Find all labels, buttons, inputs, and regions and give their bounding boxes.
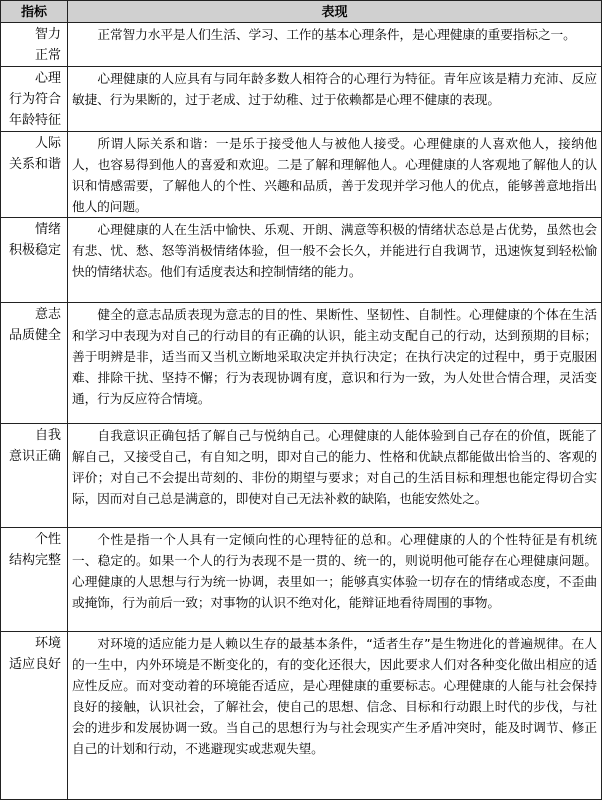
indicator-label: 适应良好 — [8, 657, 61, 672]
description-cell: 心理健康的人在生活中愉快、乐观、开朗、满意等积极的情绪状态总是占优势，虽然也会有悲、忧、愁、怒等消极情绪体验，但一般不会长久，并能进行自我调节，迅速恢复到轻松愉快的情绪状态。他们有适度表达和控制情绪的能力。 — [68, 218, 602, 303]
indicator-label: 关系和谐 — [8, 157, 61, 172]
header-indicator: 指标 — [1, 1, 68, 23]
indicator-label: 意志 — [34, 307, 61, 322]
table-row — [1, 132, 602, 218]
indicator-label: 积极稳定 — [8, 243, 61, 258]
table-row — [1, 67, 602, 132]
indicator-cell — [1, 303, 68, 424]
table-row — [1, 528, 602, 632]
indicator-cell — [1, 132, 68, 218]
indicator-cell — [1, 528, 68, 632]
indicator-label: 意识正确 — [8, 449, 61, 464]
table-row — [1, 632, 602, 800]
table-row — [1, 23, 602, 67]
description-cell: 自我意识正确包括了解自己与悦纳自己。心理健康的人能体验到自己存在的价值，既能了解自己，又接受自己，有自知之明，即对自己的能力、性格和优缺点都能做出恰当的、客观的评价；对自己不会提出苛刻的、非份的期望与要求；对自己的生活目标和理想也能定得切合实际，因而对自己总是满意的，即使对自己无法补救的缺陷，也能安然处之。 — [68, 424, 602, 528]
indicator-label: 年龄特征 — [8, 113, 61, 128]
table-row — [1, 218, 602, 303]
indicator-cell — [1, 218, 68, 303]
indicator-label: 个性 — [34, 532, 61, 547]
description-cell: 健全的意志品质表现为意志的目的性、果断性、坚韧性、自制性。心理健康的个体在生活和学习中表现为对自己的行动目的有正确的认识，能主动支配自己的行动，达到预期的目标；善于明辨是非，适当而又当机立断地采取决定并执行决定；在执行决定的过程中，勇于克服困难、排除干扰、坚持不懈；行为表现协调有度，意识和行为一致，为人处世合情合理，灵活变通，行为反应符合情境。 — [68, 303, 602, 424]
indicator-label: 正常 — [34, 48, 61, 63]
indicator-cell — [1, 632, 68, 800]
table-header-row — [1, 1, 602, 23]
description-cell: 心理健康的人应具有与同年龄多数人相符合的心理行为特征。青年应该是精力充沛、反应敏捷、行为果断的，过于老成、过于幼稚、过于依赖都是心理不健康的表现。 — [68, 67, 602, 132]
indicator-cell — [1, 23, 68, 67]
description-cell: 对环境的适应能力是人赖以生存的最基本条件，“适者生存”是生物进化的普遍规律。在人的一生中，内外环境是不断变化的，有的变化还很大，因此要求人们对各种变化做出相应的适应性反应。而对变动着的环境能否适应，是心理健康的重要标志。心理健康的人能与社会保持良好的接触，认识社会，了解社会，使自己的思想、信念、目标和行动跟上时代的步伐，与社会的进步和发展协调一致。当自己的思想行为与社会现实产生矛盾冲突时，能及时调节、修正自己的计划和行动，不逃避现实或悲观失望。 — [68, 632, 602, 800]
indicator-label: 情绪 — [34, 222, 61, 237]
indicator-label: 自我 — [34, 428, 61, 443]
description-cell: 个性是指一个人具有一定倾向性的心理特征的总和。心理健康的人的个性特征是有机统一、稳定的。如果一个人的行为表现不是一贯的、统一的，则说明他可能存在心理健康问题。心理健康的人思想与行为统一协调，表里如一；能够真实体验一切存在的情绪或态度，不歪曲或掩饰，行为前后一致；对事物的认识不绝对化，能辩证地看待周围的事物。 — [68, 528, 602, 632]
indicator-label: 品质健全 — [8, 328, 61, 343]
indicator-label: 行为符合 — [8, 92, 61, 107]
header-description: 表现 — [68, 1, 602, 23]
table-row — [1, 303, 602, 424]
indicator-label: 结构完整 — [8, 553, 61, 568]
indicator-label: 人际 — [34, 136, 61, 151]
indicator-label: 环境 — [34, 636, 61, 651]
indicator-cell — [1, 424, 68, 528]
indicator-label: 智力 — [34, 27, 61, 42]
indicator-label: 心理 — [34, 71, 61, 86]
description-cell: 正常智力水平是人们生活、学习、工作的基本心理条件，是心理健康的重要指标之一。 — [68, 23, 602, 67]
description-cell: 所谓人际关系和谐：一是乐于接受他人与被他人接受。心理健康的人喜欢他人，接纳他人，也容易得到他人的喜爱和欢迎。二是了解和理解他人。心理健康的人客观地了解他人的认识和情感需要，了解他人的个性、兴趣和品质，善于发现并学习他人的优点，能够善意地指出他人的问题。 — [68, 132, 602, 218]
indicator-cell — [1, 67, 68, 132]
table-row — [1, 424, 602, 528]
